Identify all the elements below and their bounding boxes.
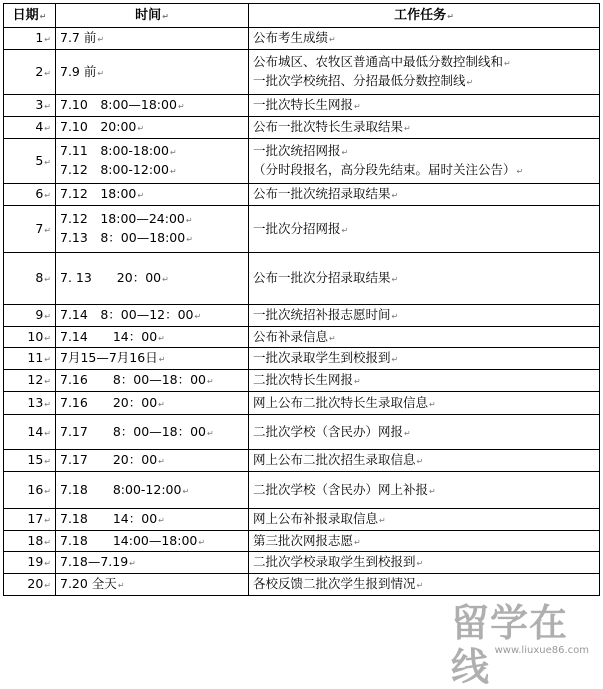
- row-time-cell: 7.12 18:00↵: [56, 184, 249, 206]
- row-day-cell: 4↵: [4, 117, 56, 139]
- table-row: [4, 117, 600, 139]
- header-row: [4, 4, 600, 28]
- row-time-cell: 7. 13 20：00↵: [56, 253, 249, 305]
- row-task-line: 一批次录取学生到校报到: [253, 350, 391, 365]
- header-day: 日期↵: [4, 4, 56, 28]
- row-day: 12: [27, 372, 44, 387]
- row-time-line: 7.11 8:00-18:00: [60, 143, 169, 158]
- row-day: 18: [27, 532, 44, 548]
- table-row: [4, 50, 600, 95]
- row-task-cell: 二批次学校（含民办）网报↵: [249, 415, 600, 450]
- row-task-line: （分时段报名，高分段先结束。届时关注公告）: [253, 162, 516, 177]
- row-time-cell: 7.16 20：00↵: [56, 392, 249, 415]
- row-time-line: 7.17 8：00—18：00: [60, 423, 207, 439]
- row-day-cell: 2↵: [4, 50, 56, 95]
- row-task-line: 一批次学校统招、分招最低分数控制线: [253, 73, 466, 88]
- table-row: [4, 552, 600, 574]
- row-day: 11: [27, 350, 44, 365]
- table-row: [4, 392, 600, 415]
- row-task-line: 各校反馈二批次学生报到情况: [253, 576, 416, 591]
- row-task-cell: 网上公布补报录取信息↵: [249, 509, 600, 531]
- row-task-cell: 公布一批次统招录取结果↵: [249, 184, 600, 206]
- watermark-url: www.liuxue86.com: [494, 645, 589, 656]
- row-time-line: 7. 13 20：00: [60, 270, 162, 285]
- table-row: [4, 415, 600, 450]
- row-time-cell: 7.14 14：00↵: [56, 327, 249, 348]
- row-day-cell: 7↵: [4, 206, 56, 253]
- row-task-line: 公布一批次统招录取结果: [253, 186, 391, 201]
- row-task-line: 一批次分招网报: [253, 220, 341, 236]
- row-time-line: 7.14 8：00—12：00: [60, 307, 194, 322]
- row-task-cell: 公布一批次分招录取结果↵: [249, 253, 600, 305]
- row-task-cell: 第三批次网报志愿↵: [249, 531, 600, 552]
- row-task-line: 二批次学校（含民办）网上补报: [253, 481, 429, 497]
- row-task-line: 公布城区、农牧区普通高中最低分数控制线和: [253, 54, 504, 69]
- row-day-cell: 10↵: [4, 327, 56, 348]
- row-time-cell: 7.17 8：00—18：00↵: [56, 415, 249, 450]
- row-day-cell: 13↵: [4, 392, 56, 415]
- table-row: [4, 450, 600, 472]
- row-task-cell: 一批次统招补报志愿时间↵: [249, 305, 600, 327]
- row-time-line: 7.10 20:00: [60, 119, 137, 134]
- row-day: 10: [27, 328, 44, 344]
- row-day: 5: [35, 152, 44, 168]
- row-day-cell: 1↵: [4, 28, 56, 50]
- row-time-cell: 7.20 全天↵: [56, 574, 249, 596]
- row-time-line: 7.10 8:00—18:00: [60, 97, 177, 112]
- row-task-line: 一批次统招网报: [253, 143, 341, 158]
- row-task-cell: 二批次学校（含民办）网上补报↵: [249, 472, 600, 509]
- row-task-line: 网上公布补报录取信息: [253, 511, 379, 526]
- row-day-cell: 3↵: [4, 95, 56, 117]
- row-task-line: 二批次学校录取学生到校报到: [253, 554, 416, 569]
- row-day-cell: 5↵: [4, 139, 56, 184]
- row-task-cell: 二批次特长生网报↵: [249, 370, 600, 392]
- row-time-line: 7.18—7.19: [60, 554, 129, 569]
- table-row: [4, 348, 600, 370]
- row-task-cell: 一批次分招网报↵: [249, 206, 600, 253]
- row-day: 8: [35, 270, 44, 285]
- row-task-cell: 公布一批次特长生录取结果↵: [249, 117, 600, 139]
- row-day: 17: [27, 511, 44, 526]
- row-task-cell: 网上公布二批次特长生录取信息↵: [249, 392, 600, 415]
- row-day-cell: 20↵: [4, 574, 56, 596]
- row-time-cell: 7.11 8:00-18:00↵ 7.12 8:00-12:00↵: [56, 139, 249, 184]
- row-time-cell: 7.14 8：00—12：00↵: [56, 305, 249, 327]
- row-day: 13: [27, 394, 44, 410]
- row-time-line: 7.18 8:00-12:00: [60, 481, 182, 497]
- row-time-cell: 7.18 8:00-12:00↵: [56, 472, 249, 509]
- row-day: 4: [35, 119, 44, 134]
- row-task-line: 公布补录信息: [253, 328, 329, 344]
- row-time-line: 7.7 前: [60, 30, 97, 45]
- row-day-cell: 6↵: [4, 184, 56, 206]
- table-row: [4, 370, 600, 392]
- schedule-table: [3, 3, 600, 596]
- row-time-line: 7.9 前: [60, 63, 97, 79]
- row-task-line: 一批次统招补报志愿时间: [253, 307, 391, 322]
- row-time-line: 7.13 8：00—18:00: [60, 230, 186, 245]
- row-day-cell: 19↵: [4, 552, 56, 574]
- row-day: 9: [35, 307, 44, 322]
- row-time-cell: 7月15—7月16日↵: [56, 348, 249, 370]
- header-task: 工作任务↵: [249, 4, 600, 28]
- row-day: 3: [35, 97, 44, 112]
- watermark-logo-text: 留学在线: [451, 601, 569, 689]
- row-day-cell: 9↵: [4, 305, 56, 327]
- table-row: [4, 139, 600, 184]
- row-day: 1: [35, 30, 44, 45]
- table-row: [4, 574, 600, 596]
- row-day: 15: [27, 452, 44, 467]
- row-time-line: 7.12 8:00-12:00: [60, 162, 169, 177]
- row-task-line: 一批次特长生网报: [253, 97, 354, 112]
- table-row: [4, 472, 600, 509]
- row-day-cell: 11↵: [4, 348, 56, 370]
- row-day: 6: [35, 186, 44, 201]
- row-time-cell: 7.18—7.19↵: [56, 552, 249, 574]
- row-task-cell: 公布城区、农牧区普通高中最低分数控制线和↵ 一批次学校统招、分招最低分数控制线↵: [249, 50, 600, 95]
- row-time-line: 7.12 18:00—24:00: [60, 211, 185, 226]
- row-day-cell: 8↵: [4, 253, 56, 305]
- row-time-line: 7.16 20：00: [60, 394, 158, 410]
- row-time-cell: 7.18 14：00↵: [56, 509, 249, 531]
- row-task-cell: 一批次录取学生到校报到↵: [249, 348, 600, 370]
- row-task-line: 公布一批次特长生录取结果: [253, 119, 404, 134]
- table-row: [4, 206, 600, 253]
- row-day: 16: [27, 481, 44, 497]
- row-task-line: 网上公布二批次特长生录取信息: [253, 394, 429, 410]
- row-task-line: 公布一批次分招录取结果: [253, 270, 391, 285]
- row-task-cell: 公布考生成绩↵: [249, 28, 600, 50]
- row-task-cell: 公布补录信息↵: [249, 327, 600, 348]
- row-time-cell: 7.10 8:00—18:00↵: [56, 95, 249, 117]
- row-time-line: 7.20 全天: [60, 576, 117, 591]
- row-day-cell: 14↵: [4, 415, 56, 450]
- table-row: [4, 509, 600, 531]
- table-row: [4, 28, 600, 50]
- table-row: [4, 305, 600, 327]
- row-time-line: 7.16 8：00—18：00: [60, 372, 207, 387]
- row-task-cell: 各校反馈二批次学生报到情况↵: [249, 574, 600, 596]
- row-day: 19: [27, 554, 44, 569]
- row-task-line: 二批次学校（含民办）网报: [253, 423, 404, 439]
- row-time-cell: 7.17 20：00↵: [56, 450, 249, 472]
- row-time-cell: 7.12 18:00—24:00↵ 7.13 8：00—18:00↵: [56, 206, 249, 253]
- site-watermark: [451, 601, 601, 689]
- table-row: [4, 531, 600, 552]
- row-time-line: 7.18 14：00: [60, 511, 158, 526]
- row-time-cell: 7.9 前↵: [56, 50, 249, 95]
- schedule-body: [4, 28, 600, 596]
- row-day-cell: 12↵: [4, 370, 56, 392]
- row-day: 2: [35, 63, 44, 79]
- row-task-cell: 二批次学校录取学生到校报到↵: [249, 552, 600, 574]
- row-task-line: 第三批次网报志愿: [253, 532, 354, 548]
- row-time-cell: 7.10 20:00↵: [56, 117, 249, 139]
- row-day: 7: [35, 220, 44, 236]
- row-time-line: 7.17 20：00: [60, 452, 158, 467]
- row-time-line: 7.12 18:00: [60, 186, 137, 201]
- row-task-line: 二批次特长生网报: [253, 372, 354, 387]
- row-day: 20: [27, 576, 44, 591]
- row-day-cell: 18↵: [4, 531, 56, 552]
- row-time-cell: 7.16 8：00—18：00↵: [56, 370, 249, 392]
- table-row: [4, 95, 600, 117]
- row-time-line: 7.18 14:00—18:00: [60, 532, 198, 548]
- row-task-cell: 网上公布二批次招生录取信息↵: [249, 450, 600, 472]
- row-time-line: 7.14 14：00: [60, 328, 158, 344]
- table-row: [4, 327, 600, 348]
- row-task-line: 公布考生成绩: [253, 30, 329, 45]
- row-task-cell: 一批次特长生网报↵: [249, 95, 600, 117]
- row-time-line: 7月15—7月16日: [60, 350, 158, 365]
- row-day-cell: 17↵: [4, 509, 56, 531]
- row-day: 14: [27, 423, 44, 439]
- row-day-cell: 16↵: [4, 472, 56, 509]
- row-task-line: 网上公布二批次招生录取信息: [253, 452, 416, 467]
- table-row: [4, 184, 600, 206]
- row-time-cell: 7.7 前↵: [56, 28, 249, 50]
- row-time-cell: 7.18 14:00—18:00↵: [56, 531, 249, 552]
- header-time: 时间↵: [56, 4, 249, 28]
- table-row: [4, 253, 600, 305]
- row-day-cell: 15↵: [4, 450, 56, 472]
- row-task-cell: 一批次统招网报↵ （分时段报名，高分段先结束。届时关注公告）↵: [249, 139, 600, 184]
